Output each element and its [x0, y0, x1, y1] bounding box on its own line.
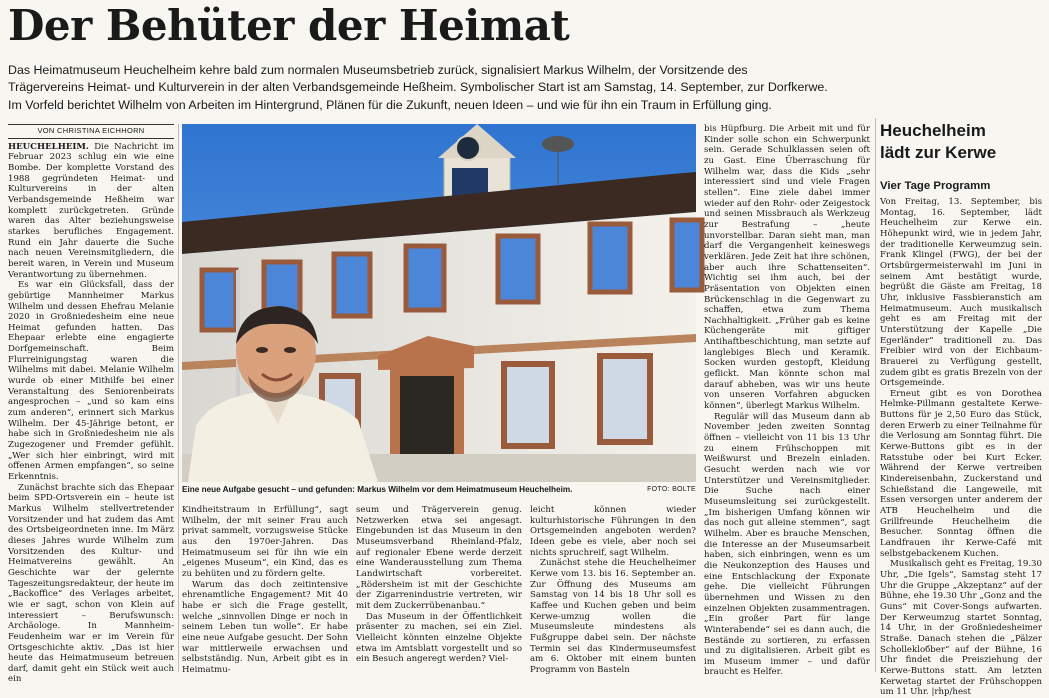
- dateline: HEUCHELHEIM.: [8, 141, 89, 152]
- article-paragraph: Das Museum in der Öffentlichkeit präsenter zu machen, sei ein Ziel. Vielleicht könnten einzelne Objekte etwa im Amtsblatt vorgestellt und so ein Besuch angeregt werden? Viel-: [356, 611, 522, 665]
- sidebar-headline: [880, 120, 1040, 164]
- sidebar-paragraph: Musikalisch geht es Freitag, 19.30 Uhr, „Die Igels“, Samstag steht 17 Uhr die Gruppe „Akzeptanz“ auf der Bühne, ehe 19.30 Uhr „Gonz and the Guns“ mit Cover-Songs aufwarten. Der Kerweumzug startet Sonntag, 14 Uhr, in der Großniedesheimer Straße. Danach stehen die „Pälzer Schollekloбber“ auf der Bühne, 16 Uhr findet die Preisziehung der Kerwe-Buttons statt. Am letzten Kerwetag startet der Frühschoppen um 11 Uhr. |rhp/hest: [880, 559, 1042, 698]
- article-paragraph: Warum das doch zeitintensive ehrenamtliche Engagement? Mit 40 habe er sich die Frage gestellt, welche „sinnvollen Dinge er noch in seinem Leben tun wolle“. Er habe eine neue Aufgabe gesucht. Der Sohn war mittlerweile erwachsen und selbstständig. Nun, Arbeit gibt es in Heimatmu-: [182, 579, 348, 675]
- sidebar-subhead: Vier Tage Programm: [880, 180, 991, 192]
- article-column-3: [356, 505, 522, 675]
- article-column-5: [704, 124, 870, 678]
- article-paragraph: leicht können wieder kulturhistorische Führungen in den Ortsgemeinden angeboten werden? Ideen gebe es viele, aber noch sei nichts spruchreif, sagt Wilhelm.: [530, 505, 696, 558]
- sidebar-paragraph: Von Freitag, 13. September, bis Montag, 16. September, lädt Heuchelheim zur Kerwe ein. Höhepunkt wird, wie in jedem Jahr, der traditionelle Kerweumzug sein. Frank Klingel (FWG), der bei der Ortsbürgermeisterwahl im Juni in seinem Amt bestätigt wurde, begrüßt die Gäste am Freitag, 18 Uhr, inklusive Fassbieranstich am Heimatmuseum. Auch musikalisch geht es am Freitag mit der Unterstützung der Kapelle „Die Egerländer“ traditionell zu. Das Freibier wird von der Eichbaum-Brauerei zu Verfügung gestellt, zudem gibt es gratis Brezeln von der Ortsgemeinde.: [880, 197, 1042, 389]
- article-column-4: [530, 505, 696, 675]
- lead-line: Das Heimatmuseum Heuchelheim kehre bald zum normalen Museumsbetrieb zurück, signalisiert Markus Wilhelm, der Vorsitzende des: [8, 63, 748, 77]
- sidebar-headline-line: Heuchelheim: [880, 121, 986, 140]
- article-paragraph: Zunächst brachte sich das Ehepaar beim SPD-Ortsverein ein – heute ist Markus Wilhelm stellvertretender Vorsitzender und hat zudem das Amt des Ortsbeigeordneten inne. Im März dieses Jahres wurde Wilhelm zum Vorsitzenden des Kultur- und Heimatvereins gewählt. An Geschichte war der gelernte Tageszeitungsredakteur, der heute im „Backoffice“ des Verlages arbeitet, wie er sagt, schon von Klein auf interessiert – Berufswunsch: Archäologe. In Mannheim-Feudenheim war er im Verein für Ortsgeschichte aktiv. „Das ist hier heute das Heimatmuseum betreuen darf, damit geht ein Stück weit auch ein: [8, 482, 174, 685]
- article-paragraph: Regulär will das Museum dann ab November jeden zweiten Sonntag öffnen – vielleicht von 11 bis 13 Uhr zu einem Frühschoppen mit Weißwurst und Brezeln einladen. Gesucht werden nach wie vor Unterstützer und Vereinsmitglieder. Die Suche nach einer Museumsleitung sei zurückgestellt. „Im bisherigen Umfang können wir das noch gut alleine stemmen“, sagt Wilhelm. Aber es brauche Menschen, die Interesse an der Museumsarbeit haben, sich einbringen, wenn es um die Neukonzeption des Hauses und eine Entschlackung der Exponate gehe. Die vielleicht Führungen übernehmen und Wissen zu den einzelnen Objekten zusammentragen. „Ein großer Part für lange Winterabende“ sei es dann auch, die Bestände zu sortieren, zu erfassen und zu digitalisieren. Arbeit gibt es im Museum immer – und dafür braucht es Helfer.: [704, 411, 870, 678]
- paragraph-text: Die Nachricht im Februar 2023 schlug ein wie eine Bombe. Der komplette Vorstand des 1988 gegründeten Heimat- und Kulturvereins in der alten Verbandsgemeinde Heßheim war komplett zurückgetreten. Gründe waren das Alter beziehungsweise starkes berufliches Engagement. Rund ein Jahr dauerte die Suche nach neuen Vereinsmitgliedern, die bereit waren, in Verein und Museum Verantwortung zu übernehmen.: [8, 141, 174, 280]
- article-paragraph: Zunächst stehe die Heuchelheimer Kerwe vom 13. bis 16. September an. Zur Öffnung des Museums am Samstag von 14 bis 18 Uhr soll es Kaffee und Kuchen geben und beim Kerwe-umzug wollen die Museumsleute mindestens als Fußgruppe dabei sein. Der nächste Termin sei das Kindermuseumsfest am 6. Oktober mit einem bunten Programm von Basteln: [530, 558, 696, 675]
- article-lead: [8, 62, 1043, 114]
- column-rule: [178, 124, 179, 672]
- column-rule: [875, 118, 876, 672]
- article-paragraph: bis Hüpfburg. Die Arbeit mit und für Kinder solle schon ein Schwerpunkt sein. Gerade Schulklassen seien oft zu Gast. Eine Überraschung für Wilhelm war, dass die Kids „sehr interessiert sind und viele Fragen stellen“. Eine ziele dabei immer wieder auf den Rohr- oder Zeigestock und seinen Missbrauch als Werkzeug zur Bestrafung – „heute unvorstellbar. Daran sieht man, man darf die Vergangenheit keineswegs verklären. Jede Zeit hat ihre schönen, aber auch ihre Schattenseiten“. Wichtig sei ihm auch, bei der Präsentation von Objekten einen Brückenschlag in die Gegenwart zu schaffen, etwa zum Thema Nachhaltigkeit. „Früher gab es keine Küchengeräte mit giftiger Antihaftbeschichtung, man setzte auf langlebiges Blech und Keramik. Socken wurden gestopft, Kleidung geflickt. Man könnte schon mal darauf abheben, was wir uns heute von unseren Vorfahren abgucken können“, überlegt Markus Wilhelm.: [704, 124, 870, 412]
- lead-line: Trägervereins Heimat- und Kulturverein in der alten Verbandsgemeinde Heßheim. Symbolischer Start ist am Samstag, 14. September, zur Dorfkerwe.: [8, 80, 828, 95]
- article-paragraph: Kindheitstraum in Erfüllung“, sagt Wilhelm, der mit seiner Frau auch privat sammelt, vorzugsweise Stücke aus den 1970er-Jahren. Das Heimatmuseum sei für ihn wie ein „eigenes Museum“, ein Kind, das es zu behüten und zu fördern gelte.: [182, 505, 348, 579]
- sidebar-body: [880, 197, 1042, 698]
- photo-caption: [182, 484, 696, 495]
- museum-photo-illustration: [182, 124, 696, 482]
- article-paragraph: [8, 142, 174, 281]
- article-paragraph: seum und Trägerverein genug. Netzwerken etwa sei angesagt. Eingebunden ist das Museum in den Museumsverband Rheinland-Pfalz, auf regionaler Ebene werde derzeit eine Wanderausstellung zum Thema Landwirtschaft vorbereitet. „Rödersheim ist mit der Geschichte der Zigarrenindustrie vertreten, wir mit dem Zuckerrübenanbau.“: [356, 505, 522, 611]
- caption-text: Eine neue Aufgabe gesucht – und gefunden: Markus Wilhelm vor dem Heimatmuseum Heuchelheim.: [182, 485, 573, 494]
- article-headline: Der Behüter der Heimat: [8, 1, 570, 50]
- byline: VON CHRISTINA EICHHORN: [8, 124, 174, 139]
- article-column-1: [8, 124, 174, 685]
- sidebar-headline-line: lädt zur Kerwe: [880, 143, 997, 162]
- article-photo: [182, 124, 696, 482]
- sidebar-paragraph: Erneut gibt es von Dorothea Helmke-Pillmann gestaltete Kerwe-Buttons für je 2,50 Euro das Stück, deren Erwerb zu einer Teilnahme für die Verlosung am Sonntag führt. Die Kerwe-Buttons gibt es in der Ratsstube oder bei Kurt Ecker. Während der Kerwe vertreiben Kindereisenbahn, Zuckerstand und Schießstand die Langeweile, mit Essen versorgen unter anderem der ATB Heuchelheim und die Grillfreunde Heuchelheim die Besucher. Sonntag öffnen die Landfrauen ihr Kerwe-Café mit selbstgebackenem Kuchen.: [880, 388, 1042, 559]
- article-column-2: [182, 505, 348, 675]
- article-paragraph: Es war ein Glücksfall, dass der gebürtige Mannheimer Markus Wilhelm und dessen Ehefrau Melanie 2020 in Großniedesheim eine neue Heimat gefunden hatten. Das Ehepaar erlebte eine engagierte Dorfgemeinschaft. Beim Flurreinigungstag waren die Wilhelms mit dabei. Melanie Wilhelm wurde ob einer Mithilfe bei einer Veranstaltung des Seniorenbeirats angesprochen – „und so kam eins zum anderen“, erinnert sich Markus Wilhelm. Der 45-Jährige betont, er habe sich in Großniedesheim nie als Zugezogener und Fremder gefühlt. „Wer sich hier einbringt, wird mit offenen Armen empfangen“, so seine Erkenntnis.: [8, 280, 174, 482]
- photo-credit: FOTO: BOLTE: [647, 486, 696, 493]
- lead-line: Im Vorfeld berichtet Wilhelm von Arbeiten im Hintergrund, Plänen für die Zukunft, neuen Ideen – und wie für ihn ein Traum in Erfüllung ging.: [8, 97, 772, 112]
